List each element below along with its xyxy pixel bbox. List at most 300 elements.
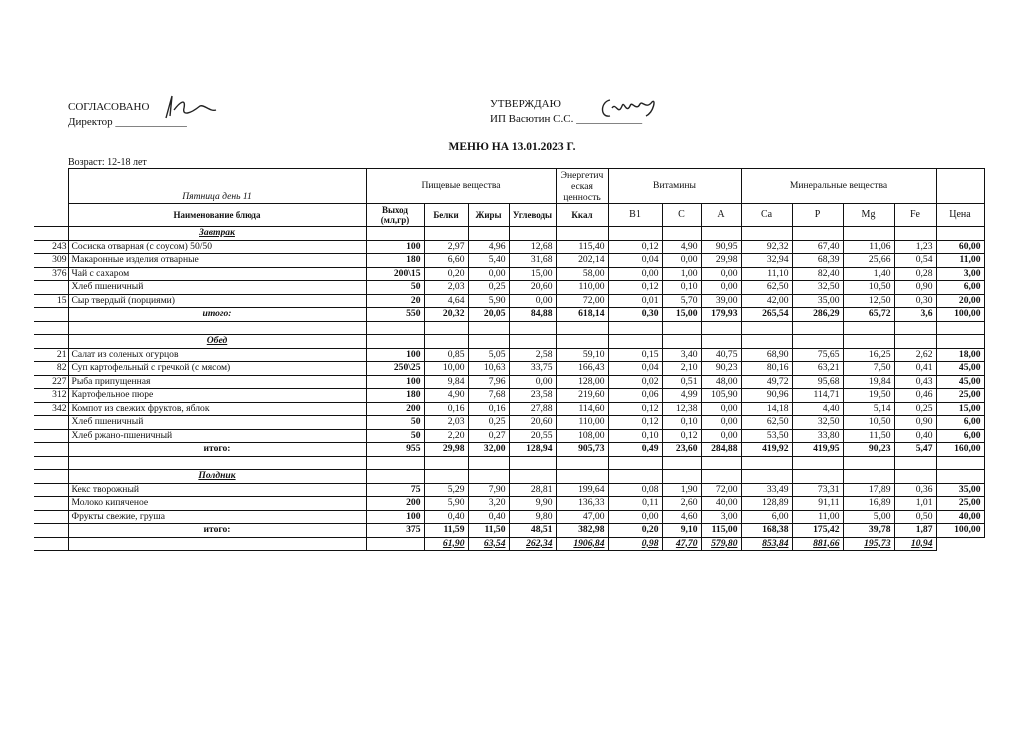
empty-cell: [894, 321, 936, 335]
grand-total-value: 881,66: [792, 537, 843, 551]
section-title-row: [34, 335, 984, 349]
dish-name: Салат из соленых огурцов: [68, 348, 366, 362]
cell-value: 0,25: [468, 281, 509, 295]
cell-value: 0,06: [608, 389, 662, 403]
cell-value: 5,90: [468, 294, 509, 308]
dish-yield: 75: [366, 483, 424, 497]
cell-value: 73,31: [792, 483, 843, 497]
cell-value: 0,12: [608, 281, 662, 295]
cell-value: 49,72: [741, 375, 792, 389]
cell-value: 0,46: [894, 389, 936, 403]
cell-value: 0,12: [608, 240, 662, 254]
cell-value: 0,10: [662, 416, 701, 430]
dish-yield: 200: [366, 497, 424, 511]
grand-total-value: 0,98: [608, 537, 662, 551]
vitamins-header: Витамины: [608, 169, 741, 204]
cell-value: 32,50: [792, 416, 843, 430]
cell-value: 53,50: [741, 429, 792, 443]
dish-yield: 100: [366, 510, 424, 524]
cell-value: 9,84: [424, 375, 468, 389]
section-title-row: [34, 470, 984, 484]
recipe-number: [34, 416, 68, 430]
col-a: А: [701, 204, 741, 227]
cell-value: 105,90: [701, 389, 741, 403]
cell-value: 0,11: [608, 497, 662, 511]
empty-cell: [936, 227, 984, 241]
empty-cell: [424, 335, 468, 349]
cell-value: 6,60: [424, 254, 468, 268]
cell-value: 2,58: [509, 348, 556, 362]
cell-value: 3,20: [468, 497, 509, 511]
cell-value: 12,68: [509, 240, 556, 254]
section-total-row: [34, 524, 984, 538]
table-row: [34, 294, 984, 308]
empty-cell: [468, 456, 509, 470]
empty-cell: [936, 537, 984, 551]
cell-value: 2,03: [424, 281, 468, 295]
section-total-row: [34, 308, 984, 322]
cell-value: 5,40: [468, 254, 509, 268]
row-code: [34, 321, 68, 335]
cell-value: 0,02: [608, 375, 662, 389]
cell-value: 90,23: [701, 362, 741, 376]
cell-value: 9,80: [509, 510, 556, 524]
total-value: 11,50: [468, 524, 509, 538]
cell-value: 16,89: [843, 497, 894, 511]
cell-value: 33,75: [509, 362, 556, 376]
cell-value: 0,12: [662, 429, 701, 443]
table-row: [34, 240, 984, 254]
header-row-columns: [34, 204, 984, 227]
agreed-label: СОГЛАСОВАНО: [68, 101, 150, 113]
cell-value: 91,11: [792, 497, 843, 511]
recipe-number: [34, 429, 68, 443]
empty-cell: [894, 470, 936, 484]
cell-value: 4,64: [424, 294, 468, 308]
empty-cell: [843, 227, 894, 241]
cell-value: 0,00: [608, 267, 662, 281]
cell-value: 1,00: [662, 267, 701, 281]
spacer-row: [34, 456, 984, 470]
cell-value: 114,71: [792, 389, 843, 403]
section-title-row: [34, 227, 984, 241]
total-value: 15,00: [662, 308, 701, 322]
cell-value: 0,00: [701, 416, 741, 430]
recipe-number: 309: [34, 254, 68, 268]
cell-value: 0,15: [608, 348, 662, 362]
cell-value: 0,00: [509, 294, 556, 308]
recipe-number: [34, 497, 68, 511]
cell-value: 7,96: [468, 375, 509, 389]
cell-value: 48,00: [701, 375, 741, 389]
cell-value: 202,14: [556, 254, 608, 268]
empty-cell: [701, 335, 741, 349]
spacer-row: [34, 321, 984, 335]
row-code: [34, 443, 68, 457]
cell-value: 5,70: [662, 294, 701, 308]
empty-cell: [894, 335, 936, 349]
age-label: Возраст: 12-18 лет: [68, 157, 147, 168]
empty-cell: [424, 321, 468, 335]
minerals-header: Минеральные вещества: [741, 169, 936, 204]
cell-value: 0,01: [608, 294, 662, 308]
total-value: 1,87: [894, 524, 936, 538]
cell-value: 47,00: [556, 510, 608, 524]
cell-value: 114,60: [556, 402, 608, 416]
total-value: 11,59: [424, 524, 468, 538]
total-value: 284,88: [701, 443, 741, 457]
col-ca: Са: [741, 204, 792, 227]
empty-cell: [792, 456, 843, 470]
recipe-number: 342: [34, 402, 68, 416]
cell-value: 82,40: [792, 267, 843, 281]
cell-value: 90,95: [701, 240, 741, 254]
cell-value: 7,90: [468, 483, 509, 497]
empty-cell: [792, 227, 843, 241]
empty-cell: [424, 456, 468, 470]
dish-price: 40,00: [936, 510, 984, 524]
empty-cell: [741, 470, 792, 484]
cell-value: 20,60: [509, 416, 556, 430]
cell-value: 80,16: [741, 362, 792, 376]
cell-value: 0,30: [894, 294, 936, 308]
cell-value: 6,00: [741, 510, 792, 524]
cell-value: 199,64: [556, 483, 608, 497]
empty-cell: [509, 227, 556, 241]
row-code: [34, 308, 68, 322]
table-row: [34, 429, 984, 443]
cell-value: 4,96: [468, 240, 509, 254]
cell-value: 31,68: [509, 254, 556, 268]
recipe-number: [34, 483, 68, 497]
cell-value: 1,90: [662, 483, 701, 497]
cell-value: 10,00: [424, 362, 468, 376]
cell-value: 0,40: [424, 510, 468, 524]
cell-value: 92,32: [741, 240, 792, 254]
cell-value: 0,00: [701, 402, 741, 416]
cell-value: 2,97: [424, 240, 468, 254]
table-row: [34, 281, 984, 295]
cell-value: 4,40: [792, 402, 843, 416]
total-value: 375: [366, 524, 424, 538]
cell-value: 12,38: [662, 402, 701, 416]
cell-value: 63,21: [792, 362, 843, 376]
grand-total-value: 10,94: [894, 537, 936, 551]
dish-yield: 180: [366, 254, 424, 268]
cell-value: 1,23: [894, 240, 936, 254]
empty-cell: [556, 456, 608, 470]
empty-cell: [701, 470, 741, 484]
empty-cell: [662, 227, 701, 241]
dish-name: Сосиска отварная (с соусом) 50/50: [68, 240, 366, 254]
cell-value: 110,00: [556, 281, 608, 295]
row-code: [34, 470, 68, 484]
cell-value: 2,03: [424, 416, 468, 430]
dish-price: 11,00: [936, 254, 984, 268]
dish-name: Суп картофельный с гречкой (с мясом): [68, 362, 366, 376]
grand-total-value: 61,90: [424, 537, 468, 551]
cell-value: 0,10: [608, 429, 662, 443]
section-total-row: [34, 443, 984, 457]
cell-value: 33,80: [792, 429, 843, 443]
cell-value: 15,00: [509, 267, 556, 281]
empty-cell: [608, 321, 662, 335]
dish-price: 35,00: [936, 483, 984, 497]
cell-value: 20,60: [509, 281, 556, 295]
section-title: Завтрак: [68, 227, 366, 241]
dish-yield: 200\15: [366, 267, 424, 281]
empty-cell: [556, 335, 608, 349]
approve-label: УТВЕРЖДАЮ: [490, 98, 561, 110]
cell-value: 5,14: [843, 402, 894, 416]
cell-value: 68,90: [741, 348, 792, 362]
day-label: Пятница день 11: [68, 169, 366, 204]
empty-cell: [556, 321, 608, 335]
total-value: 65,72: [843, 308, 894, 322]
empty-cell: [608, 470, 662, 484]
cell-value: 0,51: [662, 375, 701, 389]
dish-yield: 100: [366, 240, 424, 254]
dish-name: Картофельное пюре: [68, 389, 366, 403]
empty-cell: [741, 321, 792, 335]
dish-yield: 180: [366, 389, 424, 403]
cell-value: 14,18: [741, 402, 792, 416]
total-value: 168,38: [741, 524, 792, 538]
dish-price: 18,00: [936, 348, 984, 362]
cell-value: 0,36: [894, 483, 936, 497]
dish-name: Кекс творожный: [68, 483, 366, 497]
cell-value: 128,00: [556, 375, 608, 389]
cell-value: 0,50: [894, 510, 936, 524]
cell-value: 0,90: [894, 281, 936, 295]
menu-title: МЕНЮ НА 13.01.2023 Г.: [448, 141, 576, 153]
section-title: Полдник: [68, 470, 366, 484]
empty-cell: [936, 456, 984, 470]
cell-value: 39,00: [701, 294, 741, 308]
dish-name: Макаронные изделия отварные: [68, 254, 366, 268]
empty-cell: [843, 470, 894, 484]
total-value: 32,00: [468, 443, 509, 457]
grand-total-value: 195,73: [843, 537, 894, 551]
cell-value: 0,41: [894, 362, 936, 376]
total-label: итого:: [68, 443, 366, 457]
cell-value: 28,81: [509, 483, 556, 497]
cell-value: 0,25: [468, 416, 509, 430]
total-value: 100,00: [936, 308, 984, 322]
cell-value: 35,00: [792, 294, 843, 308]
cell-value: 108,00: [556, 429, 608, 443]
empty-cell: [468, 335, 509, 349]
empty-cell: [792, 321, 843, 335]
empty-cell: [608, 335, 662, 349]
cell-value: 0,00: [701, 281, 741, 295]
dish-name: Хлеб ржано-пшеничный: [68, 429, 366, 443]
empty-cell: [68, 537, 366, 551]
cell-value: 2,62: [894, 348, 936, 362]
empty-cell: [424, 470, 468, 484]
cell-value: 1,01: [894, 497, 936, 511]
cell-value: 42,00: [741, 294, 792, 308]
total-value: 3,6: [894, 308, 936, 322]
total-value: 39,78: [843, 524, 894, 538]
total-value: 0,49: [608, 443, 662, 457]
cell-value: 0,00: [509, 375, 556, 389]
cell-value: 17,89: [843, 483, 894, 497]
dish-price: 45,00: [936, 375, 984, 389]
cell-value: 72,00: [556, 294, 608, 308]
cell-value: 68,39: [792, 254, 843, 268]
col-c: С: [662, 204, 701, 227]
total-value: 20,05: [468, 308, 509, 322]
col-price: Цена: [936, 204, 984, 227]
empty-cell: [792, 470, 843, 484]
recipe-number: 312: [34, 389, 68, 403]
empty-cell: [509, 456, 556, 470]
cell-value: 0,00: [468, 267, 509, 281]
cell-value: 7,68: [468, 389, 509, 403]
total-value: 5,47: [894, 443, 936, 457]
empty-cell: [509, 470, 556, 484]
empty-cell: [608, 456, 662, 470]
director-signature: [160, 92, 220, 124]
dish-price: 3,00: [936, 267, 984, 281]
col-kcal: Ккал: [556, 204, 608, 227]
cell-value: 0,00: [608, 510, 662, 524]
cell-value: 25,66: [843, 254, 894, 268]
total-value: 48,51: [509, 524, 556, 538]
total-value: 128,94: [509, 443, 556, 457]
cell-value: 9,90: [509, 497, 556, 511]
cell-value: 23,58: [509, 389, 556, 403]
cell-value: 0,16: [424, 402, 468, 416]
empty-cell: [792, 335, 843, 349]
empty-cell: [366, 335, 424, 349]
grand-total-row: [34, 537, 984, 551]
cell-value: 0,12: [608, 402, 662, 416]
dish-price: 20,00: [936, 294, 984, 308]
total-label: итого:: [68, 524, 366, 538]
total-value: 90,23: [843, 443, 894, 457]
dish-price: 25,00: [936, 389, 984, 403]
empty-cell: [468, 227, 509, 241]
empty-cell: [843, 335, 894, 349]
total-value: 382,98: [556, 524, 608, 538]
cell-value: 0,90: [894, 416, 936, 430]
cell-value: 0,27: [468, 429, 509, 443]
table-row: [34, 267, 984, 281]
cell-value: 19,84: [843, 375, 894, 389]
section-title: Обед: [68, 335, 366, 349]
cell-value: 4,60: [662, 510, 701, 524]
total-value: 29,98: [424, 443, 468, 457]
col-carb: Углеводы: [509, 204, 556, 227]
cell-value: 90,96: [741, 389, 792, 403]
menu-table: [34, 168, 985, 551]
nutrients-header: Пищевые вещества: [366, 169, 556, 204]
table-row: [34, 510, 984, 524]
dish-name: Фрукты свежие, груша: [68, 510, 366, 524]
empty-cell: [894, 227, 936, 241]
dish-name: Компот из свежих фруктов, яблок: [68, 402, 366, 416]
empty-cell: [366, 470, 424, 484]
col-yield: Выход (мл,гр): [366, 204, 424, 227]
total-value: 84,88: [509, 308, 556, 322]
empty-cell: [662, 456, 701, 470]
grand-total-value: 63,54: [468, 537, 509, 551]
total-value: 9,10: [662, 524, 701, 538]
cell-value: 20,55: [509, 429, 556, 443]
table-row: [34, 402, 984, 416]
dish-price: 15,00: [936, 402, 984, 416]
cell-value: 136,33: [556, 497, 608, 511]
cell-value: 58,00: [556, 267, 608, 281]
empty-cell: [366, 227, 424, 241]
cell-value: 0,40: [468, 510, 509, 524]
table-row: [34, 497, 984, 511]
empty-cell: [741, 227, 792, 241]
table-row: [34, 375, 984, 389]
col-p: Р: [792, 204, 843, 227]
total-value: 100,00: [936, 524, 984, 538]
col-name: Наименование блюда: [68, 204, 366, 227]
recipe-number: 82: [34, 362, 68, 376]
cell-value: 11,10: [741, 267, 792, 281]
total-value: 20,32: [424, 308, 468, 322]
cell-value: 33,49: [741, 483, 792, 497]
table-row: [34, 416, 984, 430]
energy-header: Энергетич еская ценность: [556, 169, 608, 204]
dish-yield: 100: [366, 348, 424, 362]
cell-value: 67,40: [792, 240, 843, 254]
cell-value: 5,05: [468, 348, 509, 362]
empty-cell: [936, 335, 984, 349]
cell-value: 0,54: [894, 254, 936, 268]
total-value: 115,00: [701, 524, 741, 538]
empty-cell: [936, 470, 984, 484]
dish-yield: 20: [366, 294, 424, 308]
grand-total-value: 47,70: [662, 537, 701, 551]
total-value: 955: [366, 443, 424, 457]
cell-value: 166,43: [556, 362, 608, 376]
cell-value: 0,10: [662, 281, 701, 295]
empty-cell: [701, 321, 741, 335]
dish-name: Рыба припущенная: [68, 375, 366, 389]
total-value: 23,60: [662, 443, 701, 457]
cell-value: 0,04: [608, 362, 662, 376]
empty-cell: [366, 537, 424, 551]
empty-cell: [662, 470, 701, 484]
dish-yield: 200: [366, 402, 424, 416]
total-value: 905,73: [556, 443, 608, 457]
empty-cell: [662, 335, 701, 349]
col-mg: Mg: [843, 204, 894, 227]
empty-cell: [366, 456, 424, 470]
row-code: [34, 227, 68, 241]
table-row: [34, 362, 984, 376]
cell-value: 19,50: [843, 389, 894, 403]
cell-value: 0,08: [608, 483, 662, 497]
cell-value: 0,00: [662, 254, 701, 268]
cell-value: 1,40: [843, 267, 894, 281]
cell-value: 62,50: [741, 416, 792, 430]
recipe-number: 243: [34, 240, 68, 254]
cell-value: 0,04: [608, 254, 662, 268]
header-row-groups: [34, 169, 984, 204]
dish-name: Чай с сахаром: [68, 267, 366, 281]
total-value: 550: [366, 308, 424, 322]
empty-cell: [843, 456, 894, 470]
grand-total-value: 579,80: [701, 537, 741, 551]
